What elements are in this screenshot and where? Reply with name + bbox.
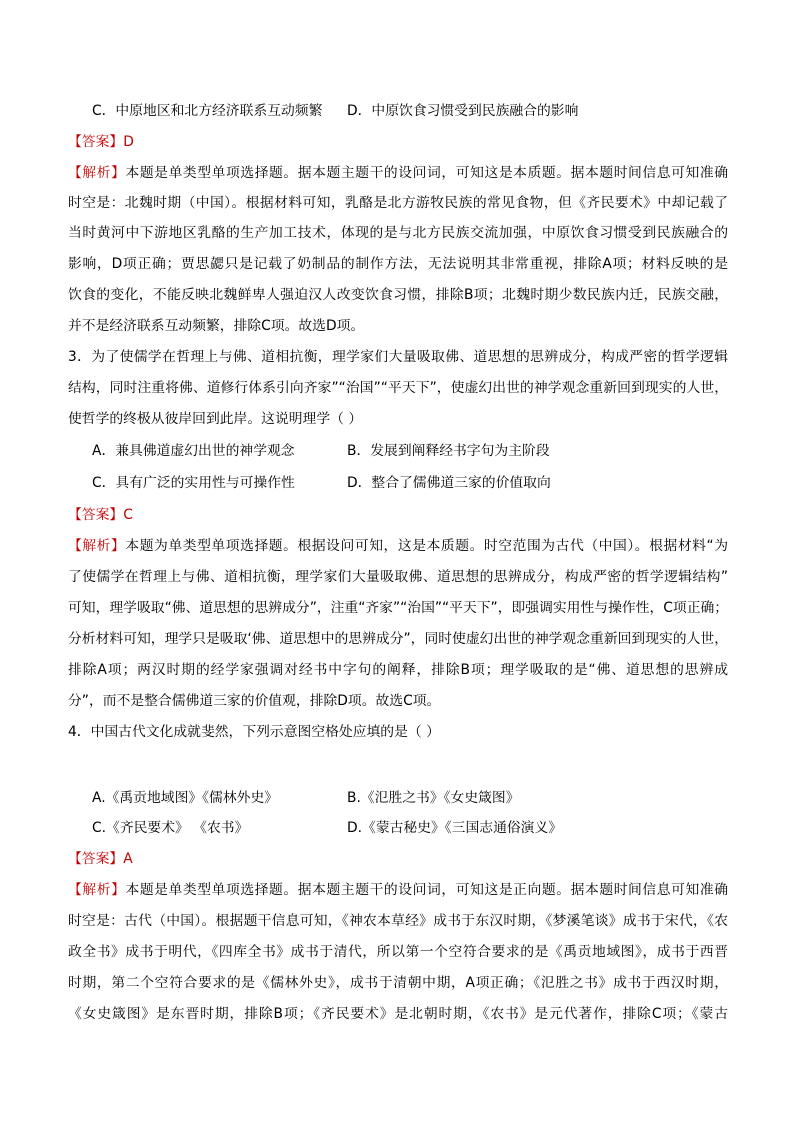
q3-option-a: A．兼具佛道虚幻出世的神学观念 bbox=[92, 443, 295, 459]
q3-option-c: C．具有广泛的实用性与可操作性 bbox=[92, 475, 295, 491]
q4-option-d: D.《蒙古秘史》《三国志通俗演义》 bbox=[347, 820, 563, 836]
analysis-tag: 【解析】 bbox=[68, 538, 126, 554]
q2-analysis-line: 时空是：北魏时期（中国）。根据材料可知，乳酪是北方游牧民族的常见食物，但《齐民要术》中却记载了 bbox=[68, 195, 728, 211]
q4-analysis-line: 时期，第二个空符合要求的是《儒林外史》，成书于清朝中期，A项正确；《氾胜之书》成书于西汉时期， bbox=[68, 975, 728, 991]
answer-tag: 【答案】 bbox=[68, 134, 124, 150]
q4-option-b: B.《氾胜之书》《女史箴图》 bbox=[347, 790, 520, 806]
q3-stem-line: 结构，同时注重将佛、道修行体系引向齐家”“治国”“平天下”，使虚幻出世的神学观念重新回到现实的人世， bbox=[68, 380, 728, 396]
q3-analysis-line: 分”，而不是整合儒佛道三家的价值观，排除D项。故选C项。 bbox=[68, 693, 441, 709]
q3-option-d: D．整合了儒佛道三家的价值取向 bbox=[347, 475, 551, 491]
q2-option-d: D．中原饮食习惯受到民族融合的影响 bbox=[347, 103, 579, 119]
q3-analysis-line: 排除A项；两汉时期的经学家强调对经书中字句的阐释，排除B项；理学吸取的是“佛、道思想的思辨成 bbox=[68, 662, 728, 678]
q2-analysis-line: 影响，D项正确；贾思勰只是记载了奶制品的制作方法，无法说明其非常重视，排除A项；材料反映的是 bbox=[68, 256, 728, 272]
answer-tag: 【答案】 bbox=[68, 507, 124, 523]
analysis-tag: 【解析】 bbox=[68, 882, 126, 898]
q2-option-c: C．中原地区和北方经济联系互动频繁 bbox=[92, 103, 323, 119]
q2-analysis-line: 【解析】本题是单类型单项选择题。据本题主题干的设问词，可知这是本质题。据本题时间信息可知准确 bbox=[68, 165, 729, 181]
q3-stem-line: 使哲学的终极从彼岸回到此岸。这说明理学（ ） bbox=[68, 411, 363, 427]
q4-analysis-line: 【解析】本题是单类型单项选择题。据本题主题干的设问词，可知这是正向题。据本题时间信息可知准确 bbox=[68, 882, 729, 898]
q3-analysis-line: 分析材料可知，理学只是吸取‘佛、道思想中的思辨成分”，同时使虚幻出世的神学观念重新回到现实的人世， bbox=[68, 631, 728, 647]
q3-option-b: B．发展到阐释经书字句为主阶段 bbox=[347, 443, 550, 459]
answer-value: D bbox=[123, 134, 134, 150]
answer-value: A bbox=[123, 851, 133, 867]
q2-analysis-line: 饮食的变化，不能反映北魏鲜卑人强迫汉人改变饮食习惯，排除B项；北魏时期少数民族内迁，民族交融， bbox=[68, 287, 728, 303]
q4-answer bbox=[68, 849, 728, 869]
answer-tag: 【答案】 bbox=[68, 851, 124, 867]
q4-option-c: C.《齐民要术》 《农书》 bbox=[92, 820, 249, 836]
q3-analysis-line: 可知，理学吸取“佛、道思想的思辨成分”，注重“齐家”“治国”“平天下”，即强调实用性与操作性，C项正确； bbox=[68, 600, 729, 616]
q4-analysis-line: 《女史箴图》是东晋时期，排除B项；《齐民要术》是北朝时期，《农书》是元代著作，排除C项；《蒙古 bbox=[68, 1006, 728, 1022]
q3-stem-line: 3．为了使儒学在哲理上与佛、道相抗衡，理学家们大量吸取佛、道思想的思辨成分，构成严密的哲学逻辑 bbox=[68, 349, 728, 365]
q3-analysis-line: 【解析】本题为单类型单项选择题。根据设问可知，这是本质题。时空范围为古代（中国）。根据材料“为 bbox=[68, 538, 729, 554]
answer-value: C bbox=[123, 507, 133, 523]
q4-analysis-line: 时空是：古代（中国）。根据题干信息可知，《神农本草经》成书于东汉时期，《梦溪笔谈》成书于宋代，《农 bbox=[68, 913, 728, 929]
q4-analysis-line: 政全书》成书于明代，《四库全书》成书于清代，所以第一个空符合要求的是《禹贡地域图》，成书于西晋 bbox=[68, 944, 728, 960]
q2-answer bbox=[68, 132, 728, 152]
q2-analysis-line: 并不是经济联系互动频繁，排除C项。故选D项。 bbox=[68, 318, 365, 334]
q2-analysis-line: 当时黄河中下游地区乳酪的生产加工技术，体现的是与北方民族交流加强，中原饮食习惯受到民族融合的 bbox=[68, 225, 728, 241]
q4-stem: 4．中国古代文化成就斐然，下列示意图空格处应填的是（ ） bbox=[68, 724, 440, 740]
q3-analysis-line: 了使儒学在哲理上与佛、道相抗衡，理学家们大量吸取佛、道思想的思辨成分，构成严密的哲学逻辑结构” bbox=[68, 569, 728, 585]
q4-option-a: A.《禹贡地域图》《儒林外史》 bbox=[92, 790, 279, 806]
analysis-tag: 【解析】 bbox=[68, 165, 126, 181]
q3-answer bbox=[68, 505, 728, 525]
